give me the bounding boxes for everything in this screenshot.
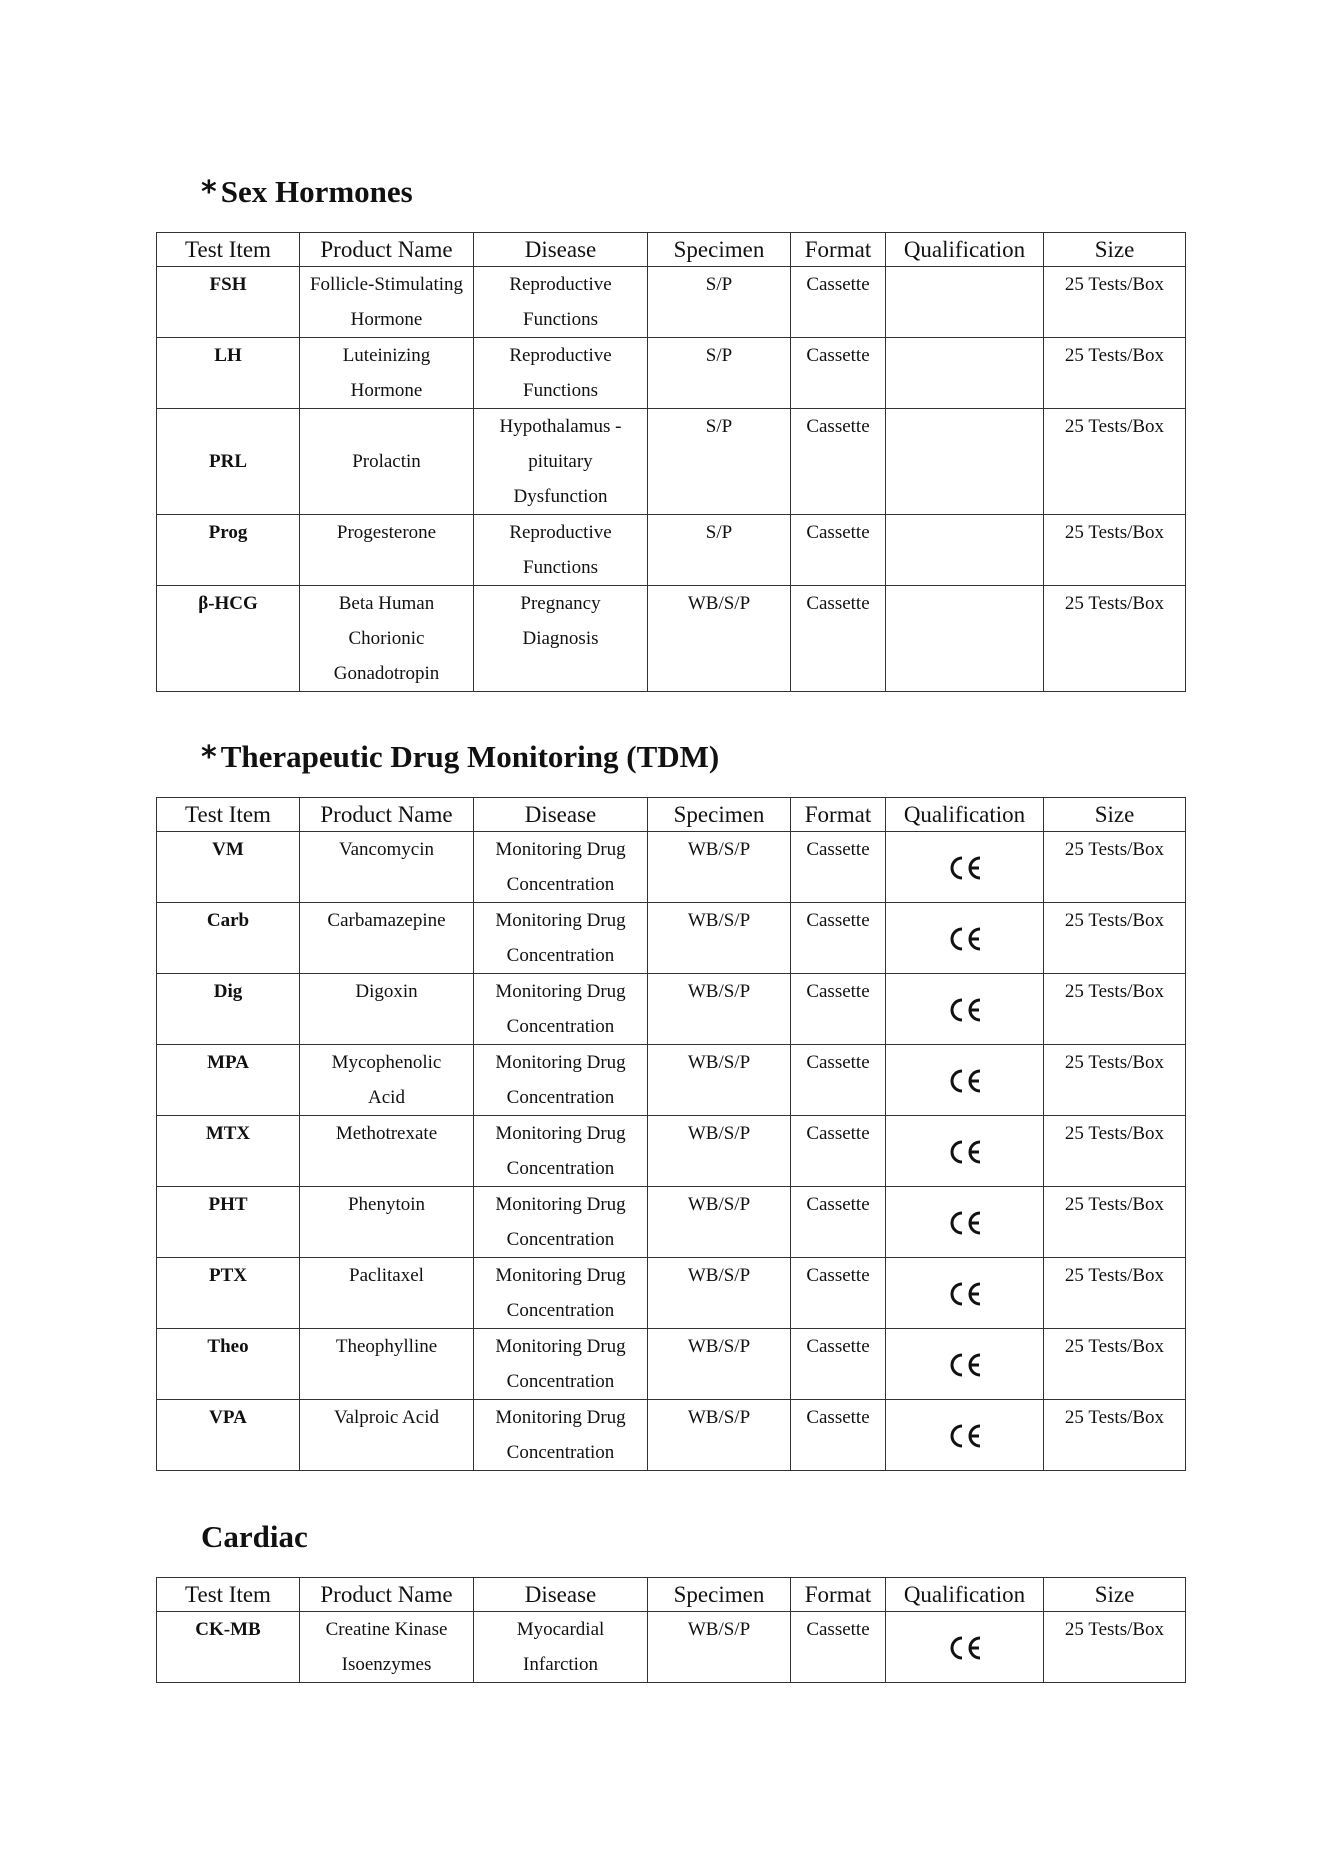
column-header-test-item: Test Item bbox=[157, 1578, 300, 1612]
disease-line: Diagnosis bbox=[522, 628, 599, 649]
disease-line: Reproductive bbox=[509, 522, 612, 543]
column-header-product-name: Product Name bbox=[300, 233, 474, 267]
test-item-label: PTX bbox=[209, 1265, 247, 1286]
test-item-label: FSH bbox=[209, 274, 247, 295]
test-item-cell bbox=[157, 267, 300, 338]
disease-line: Concentration bbox=[506, 1229, 615, 1250]
ce-mark-icon bbox=[945, 1280, 985, 1308]
specimen-cell: WB/S/P bbox=[648, 832, 791, 903]
ce-mark-icon bbox=[945, 1634, 985, 1662]
qualification-cell bbox=[886, 1329, 1044, 1400]
size-cell: 25 Tests/Box bbox=[1044, 974, 1186, 1045]
specimen-cell: S/P bbox=[648, 267, 791, 338]
test-item-cell bbox=[157, 832, 300, 903]
disease-line: pituitary bbox=[528, 451, 593, 472]
disease-cell bbox=[474, 903, 648, 974]
test-item-cell bbox=[157, 338, 300, 409]
product-name-line: Hormone bbox=[350, 380, 423, 401]
disease-cell bbox=[474, 338, 648, 409]
column-header-size: Size bbox=[1044, 798, 1186, 832]
ce-mark-icon bbox=[945, 1351, 985, 1379]
qualification-cell bbox=[886, 1116, 1044, 1187]
product-name-line: Acid bbox=[368, 1087, 405, 1108]
product-name-cell bbox=[300, 1116, 474, 1187]
specimen-cell: WB/S/P bbox=[648, 974, 791, 1045]
table-row bbox=[157, 1329, 1186, 1400]
disease-cell bbox=[474, 1116, 648, 1187]
disease-line: Concentration bbox=[506, 945, 615, 966]
column-header-qualification: Qualification bbox=[886, 798, 1044, 832]
disease-line: Monitoring Drug bbox=[495, 1194, 626, 1215]
column-header-size: Size bbox=[1044, 233, 1186, 267]
test-item-cell bbox=[157, 1116, 300, 1187]
product-name-line: Digoxin bbox=[355, 981, 418, 1002]
format-cell: Cassette bbox=[791, 515, 886, 586]
ce-mark-icon bbox=[945, 1422, 985, 1450]
table-row bbox=[157, 1045, 1186, 1116]
disease-line: Functions bbox=[523, 557, 598, 578]
specimen-cell: S/P bbox=[648, 338, 791, 409]
test-item-cell bbox=[157, 1400, 300, 1471]
qualification-cell bbox=[886, 1187, 1044, 1258]
test-item-cell bbox=[157, 1045, 300, 1116]
header-row bbox=[157, 1578, 1186, 1612]
test-item-label: β-HCG bbox=[198, 593, 258, 614]
product-name-line: Valproic Acid bbox=[333, 1407, 439, 1428]
sex-hormones-table bbox=[156, 232, 1186, 692]
column-header-format: Format bbox=[791, 1578, 886, 1612]
column-header-disease: Disease bbox=[474, 798, 648, 832]
ce-mark-icon bbox=[945, 1138, 985, 1166]
test-item-cell bbox=[157, 1258, 300, 1329]
table-row bbox=[157, 903, 1186, 974]
product-name-cell bbox=[300, 586, 474, 692]
header-row bbox=[157, 798, 1186, 832]
product-name-line: Beta Human bbox=[338, 593, 435, 614]
size-cell: 25 Tests/Box bbox=[1044, 1045, 1186, 1116]
product-name-line: Luteinizing bbox=[342, 345, 431, 366]
test-item-cell bbox=[157, 903, 300, 974]
test-item-label: Theo bbox=[207, 1336, 249, 1357]
column-header-specimen: Specimen bbox=[648, 798, 791, 832]
test-item-label: Dig bbox=[213, 981, 243, 1002]
product-name-line: Paclitaxel bbox=[349, 1265, 424, 1286]
qualification-cell bbox=[886, 1258, 1044, 1329]
product-name-cell bbox=[300, 338, 474, 409]
product-name-cell bbox=[300, 1258, 474, 1329]
column-header-test-item: Test Item bbox=[157, 798, 300, 832]
format-cell: Cassette bbox=[791, 1258, 886, 1329]
format-cell: Cassette bbox=[791, 832, 886, 903]
specimen-cell: WB/S/P bbox=[648, 1116, 791, 1187]
disease-cell bbox=[474, 832, 648, 903]
disease-cell bbox=[474, 1400, 648, 1471]
size-cell: 25 Tests/Box bbox=[1044, 903, 1186, 974]
qualification-cell bbox=[886, 832, 1044, 903]
column-header-size: Size bbox=[1044, 1578, 1186, 1612]
test-item-cell bbox=[157, 1612, 300, 1683]
disease-line: Monitoring Drug bbox=[495, 981, 626, 1002]
test-item-label: CK-MB bbox=[195, 1619, 261, 1640]
specimen-cell: S/P bbox=[648, 409, 791, 515]
product-name-line: Prolactin bbox=[352, 451, 421, 472]
product-name-line: Gonadotropin bbox=[333, 663, 440, 684]
ce-mark-icon bbox=[945, 854, 985, 882]
size-cell: 25 Tests/Box bbox=[1044, 1116, 1186, 1187]
qualification-cell bbox=[886, 515, 1044, 586]
test-item-label: VPA bbox=[209, 1407, 247, 1428]
section-title-text: Sex Hormones bbox=[220, 174, 413, 209]
qualification-cell bbox=[886, 1400, 1044, 1471]
disease-line: Monitoring Drug bbox=[495, 1123, 626, 1144]
product-name-line: Creatine Kinase bbox=[325, 1619, 448, 1640]
column-header-product-name: Product Name bbox=[300, 798, 474, 832]
disease-line: Monitoring Drug bbox=[495, 1052, 626, 1073]
size-cell: 25 Tests/Box bbox=[1044, 338, 1186, 409]
test-item-label: Carb bbox=[206, 910, 250, 931]
column-header-format: Format bbox=[791, 798, 886, 832]
disease-line: Concentration bbox=[506, 1442, 615, 1463]
disease-line: Concentration bbox=[506, 1371, 615, 1392]
size-cell: 25 Tests/Box bbox=[1044, 267, 1186, 338]
test-item-label: Prog bbox=[208, 522, 248, 543]
disease-cell bbox=[474, 1612, 648, 1683]
disease-cell bbox=[474, 515, 648, 586]
table-row bbox=[157, 1612, 1186, 1683]
specimen-cell: WB/S/P bbox=[648, 1187, 791, 1258]
format-cell: Cassette bbox=[791, 1116, 886, 1187]
test-item-label: PRL bbox=[209, 451, 247, 472]
column-header-qualification: Qualification bbox=[886, 1578, 1044, 1612]
size-cell: 25 Tests/Box bbox=[1044, 409, 1186, 515]
specimen-cell: WB/S/P bbox=[648, 586, 791, 692]
product-name-cell bbox=[300, 832, 474, 903]
disease-line: Reproductive bbox=[509, 274, 612, 295]
test-item-cell bbox=[157, 409, 300, 515]
disease-line: Infarction bbox=[523, 1654, 598, 1675]
header-row bbox=[157, 233, 1186, 267]
size-cell: 25 Tests/Box bbox=[1044, 1187, 1186, 1258]
column-header-disease: Disease bbox=[474, 233, 648, 267]
column-header-product-name: Product Name bbox=[300, 1578, 474, 1612]
disease-cell bbox=[474, 586, 648, 692]
ce-mark-icon bbox=[945, 925, 985, 953]
disease-line: Concentration bbox=[506, 1158, 615, 1179]
test-item-cell bbox=[157, 974, 300, 1045]
section-title-cardiac bbox=[201, 1519, 308, 1555]
disease-line: Monitoring Drug bbox=[495, 839, 626, 860]
product-name-cell bbox=[300, 1612, 474, 1683]
product-name-cell bbox=[300, 903, 474, 974]
disease-line: Concentration bbox=[506, 874, 615, 895]
table-row bbox=[157, 409, 1186, 515]
test-item-cell bbox=[157, 515, 300, 586]
qualification-cell bbox=[886, 267, 1044, 338]
table-row bbox=[157, 586, 1186, 692]
ce-mark-icon bbox=[945, 996, 985, 1024]
product-name-cell bbox=[300, 1400, 474, 1471]
table-row bbox=[157, 974, 1186, 1045]
test-item-cell bbox=[157, 1329, 300, 1400]
test-item-label: MPA bbox=[207, 1052, 249, 1073]
section-title-text: Cardiac bbox=[201, 1519, 308, 1554]
column-header-disease: Disease bbox=[474, 1578, 648, 1612]
product-name-cell bbox=[300, 409, 474, 515]
product-name-line: Progesterone bbox=[336, 522, 437, 543]
product-name-line: Mycophenolic bbox=[331, 1052, 442, 1073]
disease-line: Pregnancy bbox=[520, 593, 601, 614]
size-cell: 25 Tests/Box bbox=[1044, 1612, 1186, 1683]
star-marker: * bbox=[201, 175, 217, 210]
specimen-cell: WB/S/P bbox=[648, 1258, 791, 1329]
cardiac-table bbox=[156, 1577, 1186, 1683]
qualification-cell bbox=[886, 409, 1044, 515]
specimen-cell: WB/S/P bbox=[648, 1400, 791, 1471]
qualification-cell bbox=[886, 974, 1044, 1045]
disease-line: Hypothalamus - bbox=[499, 416, 622, 437]
disease-cell bbox=[474, 1045, 648, 1116]
column-header-qualification: Qualification bbox=[886, 233, 1044, 267]
disease-line: Concentration bbox=[506, 1016, 615, 1037]
qualification-cell bbox=[886, 903, 1044, 974]
size-cell: 25 Tests/Box bbox=[1044, 586, 1186, 692]
format-cell: Cassette bbox=[791, 586, 886, 692]
product-name-line: Phenytoin bbox=[347, 1194, 426, 1215]
format-cell: Cassette bbox=[791, 267, 886, 338]
tdm-table bbox=[156, 797, 1186, 1471]
disease-line: Monitoring Drug bbox=[495, 1265, 626, 1286]
size-cell: 25 Tests/Box bbox=[1044, 1400, 1186, 1471]
column-header-format: Format bbox=[791, 233, 886, 267]
disease-line: Concentration bbox=[506, 1300, 615, 1321]
qualification-cell bbox=[886, 586, 1044, 692]
table-row bbox=[157, 832, 1186, 903]
table-row bbox=[157, 338, 1186, 409]
test-item-cell bbox=[157, 586, 300, 692]
table-row bbox=[157, 515, 1186, 586]
test-item-label: VM bbox=[212, 839, 244, 860]
size-cell: 25 Tests/Box bbox=[1044, 515, 1186, 586]
format-cell: Cassette bbox=[791, 1400, 886, 1471]
table-row bbox=[157, 1116, 1186, 1187]
test-item-label: LH bbox=[214, 345, 242, 366]
disease-cell bbox=[474, 409, 648, 515]
ce-mark-icon bbox=[945, 1209, 985, 1237]
disease-line: Functions bbox=[523, 380, 598, 401]
column-header-specimen: Specimen bbox=[648, 1578, 791, 1612]
disease-line: Dysfunction bbox=[513, 486, 608, 507]
product-name-cell bbox=[300, 974, 474, 1045]
format-cell: Cassette bbox=[791, 338, 886, 409]
specimen-cell: WB/S/P bbox=[648, 1612, 791, 1683]
size-cell: 25 Tests/Box bbox=[1044, 1329, 1186, 1400]
disease-line: Functions bbox=[523, 309, 598, 330]
specimen-cell: WB/S/P bbox=[648, 903, 791, 974]
disease-line: Reproductive bbox=[509, 345, 612, 366]
disease-cell bbox=[474, 267, 648, 338]
column-header-test-item: Test Item bbox=[157, 233, 300, 267]
table-row bbox=[157, 1400, 1186, 1471]
qualification-cell bbox=[886, 338, 1044, 409]
product-name-cell bbox=[300, 1045, 474, 1116]
size-cell: 25 Tests/Box bbox=[1044, 1258, 1186, 1329]
table-row bbox=[157, 1187, 1186, 1258]
disease-cell bbox=[474, 974, 648, 1045]
product-name-line: Theophylline bbox=[335, 1336, 438, 1357]
specimen-cell: WB/S/P bbox=[648, 1329, 791, 1400]
section-title-sex-hormones bbox=[201, 174, 413, 210]
test-item-label: MTX bbox=[205, 1123, 251, 1144]
product-name-line: Methotrexate bbox=[335, 1123, 438, 1144]
product-name-cell bbox=[300, 1187, 474, 1258]
format-cell: Cassette bbox=[791, 1187, 886, 1258]
format-cell: Cassette bbox=[791, 903, 886, 974]
disease-line: Monitoring Drug bbox=[495, 1336, 626, 1357]
product-name-cell bbox=[300, 515, 474, 586]
star-marker: * bbox=[201, 740, 217, 775]
table-row bbox=[157, 267, 1186, 338]
disease-line: Concentration bbox=[506, 1087, 615, 1108]
format-cell: Cassette bbox=[791, 409, 886, 515]
disease-cell bbox=[474, 1187, 648, 1258]
table-row bbox=[157, 1258, 1186, 1329]
disease-line: Myocardial bbox=[516, 1619, 605, 1640]
product-name-line: Hormone bbox=[350, 309, 423, 330]
format-cell: Cassette bbox=[791, 1612, 886, 1683]
product-name-line: Carbamazepine bbox=[327, 910, 446, 931]
disease-cell bbox=[474, 1258, 648, 1329]
format-cell: Cassette bbox=[791, 974, 886, 1045]
disease-cell bbox=[474, 1329, 648, 1400]
test-item-label: PHT bbox=[208, 1194, 248, 1215]
disease-line: Monitoring Drug bbox=[495, 910, 626, 931]
section-title-tdm bbox=[201, 739, 719, 775]
specimen-cell: S/P bbox=[648, 515, 791, 586]
column-header-specimen: Specimen bbox=[648, 233, 791, 267]
ce-mark-icon bbox=[945, 1067, 985, 1095]
test-item-cell bbox=[157, 1187, 300, 1258]
product-name-line: Chorionic bbox=[348, 628, 425, 649]
format-cell: Cassette bbox=[791, 1045, 886, 1116]
format-cell: Cassette bbox=[791, 1329, 886, 1400]
product-name-cell bbox=[300, 267, 474, 338]
section-title-text: Therapeutic Drug Monitoring (TDM) bbox=[220, 739, 720, 774]
disease-line: Monitoring Drug bbox=[495, 1407, 626, 1428]
qualification-cell bbox=[886, 1612, 1044, 1683]
product-name-line: Vancomycin bbox=[339, 839, 434, 860]
product-name-cell bbox=[300, 1329, 474, 1400]
product-name-line: Isoenzymes bbox=[341, 1654, 432, 1675]
qualification-cell bbox=[886, 1045, 1044, 1116]
size-cell: 25 Tests/Box bbox=[1044, 832, 1186, 903]
product-name-line: Follicle-Stimulating bbox=[309, 274, 464, 295]
specimen-cell: WB/S/P bbox=[648, 1045, 791, 1116]
